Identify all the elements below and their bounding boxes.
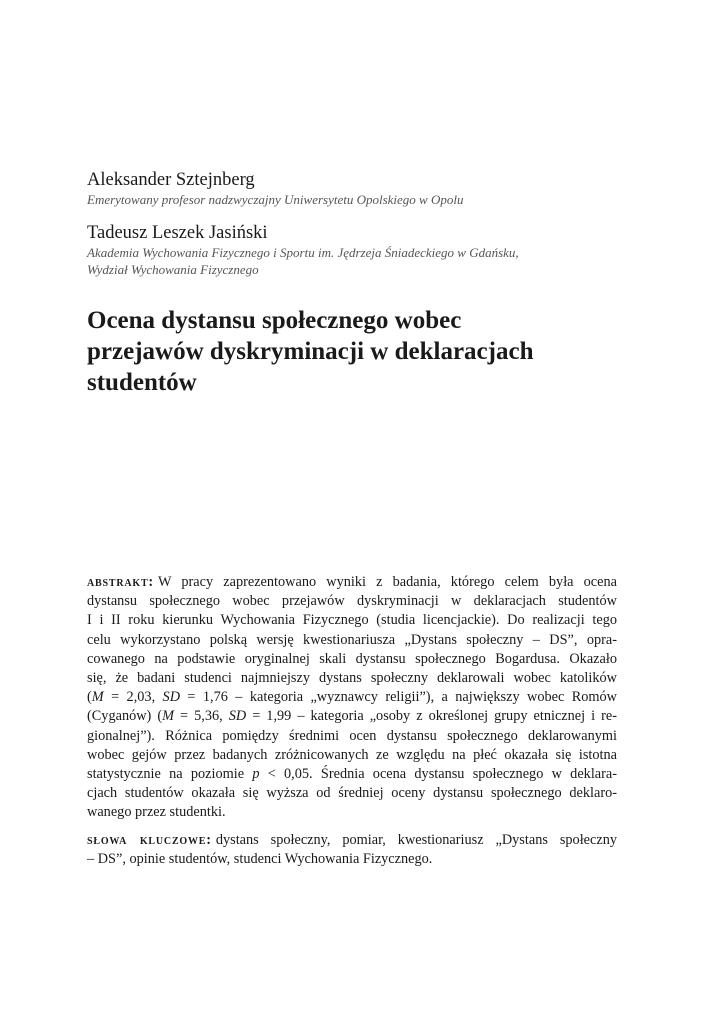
abstract-line: celu wykorzystano polską wersję kwestionariusza „Dystans społeczny – DS”, opra- bbox=[87, 631, 617, 648]
abstract-line: statystycznie na poziomie p < 0,05. Średnia ocena dystansu społecznego w deklara- bbox=[87, 766, 618, 783]
title-line: przejawów dyskryminacji w deklaracjach bbox=[87, 338, 534, 365]
abstract-line: I i II roku kierunku Wychowania Fizycznego (studia licencjackie). Do realizacji tego bbox=[87, 612, 617, 629]
abstract-line: wobec gejów przez badanych zróżnicowanych ze względu na płeć okazała się istotna bbox=[87, 746, 617, 763]
paper-title bbox=[87, 305, 647, 398]
abstract-label: abstrakt: bbox=[87, 574, 154, 590]
keywords-text: dystans społeczny, pomiar, kwestionariusz „Dystans społeczny bbox=[215, 832, 617, 848]
title-line: Ocena dystansu społecznego wobec bbox=[87, 307, 462, 334]
abstract bbox=[87, 573, 617, 823]
abstract-line: cowanego na podstawie oryginalnej skali dystansu społecznego Bogardusa. Okazało bbox=[87, 650, 617, 667]
abstract-line: gionalnej”). Różnica pomiędzy średnimi ocen dystansu społecznego deklarowanymi bbox=[87, 727, 617, 744]
abstract-line: (Cyganów) (M = 5,36, SD = 1,99 – kategoria „osoby z określonej grupy etnicznej i re- bbox=[87, 708, 617, 725]
abstract-line: się, że badani studenci najmniejszy dystans społeczny deklarowali wobec katolików bbox=[87, 670, 617, 687]
abstract-line: (M = 2,03, SD = 1,76 – kategoria „wyznawcy religii”), a największy wobec Romów bbox=[87, 689, 617, 706]
author-name: Aleksander Sztejnberg bbox=[87, 170, 255, 190]
keywords bbox=[87, 831, 617, 869]
keywords-label: słowa kluczowe: bbox=[87, 832, 212, 848]
author-block bbox=[87, 222, 647, 278]
abstract-line: dystansu społecznego wobec przejawów dyskryminacji w deklaracjach studentów bbox=[87, 593, 617, 610]
author-affiliation: Akademia Wychowania Fizycznego i Sportu im. Jędrzeja Śniadeckiego w Gdańsku, bbox=[87, 245, 519, 260]
title-line: studentów bbox=[87, 369, 197, 396]
author-name: Tadeusz Leszek Jasiński bbox=[87, 223, 268, 243]
abstract-line bbox=[87, 573, 617, 592]
author-affiliation: Wydział Wychowania Fizycznego bbox=[87, 262, 259, 277]
abstract-line: wanego przez studentki. bbox=[87, 804, 226, 821]
keywords-line bbox=[87, 831, 617, 850]
abstract-line: cjach studentów okazała się wyższa od średniej oceny dystansu społecznego deklaro- bbox=[87, 785, 617, 802]
author-block bbox=[87, 169, 647, 208]
author-affiliation: Emerytowany profesor nadzwyczajny Uniwersytetu Opolskiego w Opolu bbox=[87, 192, 464, 207]
abstract-text: W pracy zaprezentowano wyniki z badania, którego celem była ocena bbox=[157, 574, 617, 590]
keywords-line: – DS”, opinie studentów, studenci Wychowania Fizycznego. bbox=[87, 851, 433, 868]
